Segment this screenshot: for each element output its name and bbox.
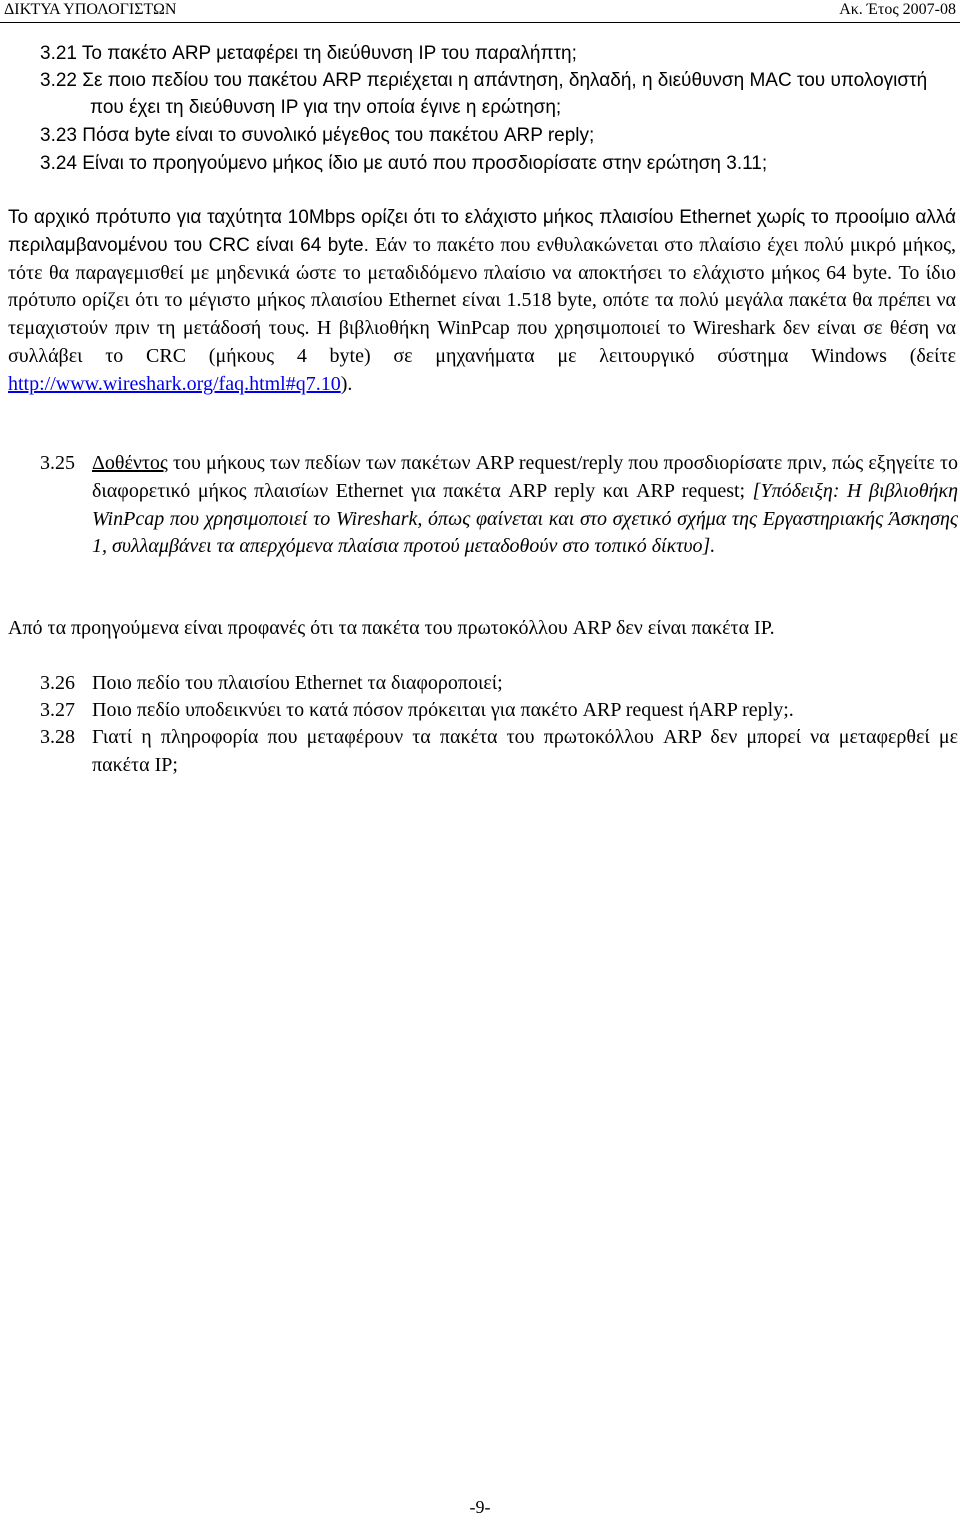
question-3-26: [40, 670, 958, 698]
paragraph-end: ).: [340, 372, 353, 395]
question-3-27: [40, 697, 958, 725]
paragraph-sans-part: Το αρχικό πρότυπο για ταχύτητα 10Mbps ορίζει ότι το ελάχιστο μήκος πλαισίου Ethernet χωρίς το προοίμιο αλλά περιλαμβανομένου του CRC είναι 64 byte.: [8, 207, 956, 256]
question-3-23: 3.23 Πόσα byte είναι το συνολικό μέγεθος του πακέτου ARP reply;: [40, 125, 595, 146]
question-3-25: [40, 450, 958, 561]
question-number: 3.28: [40, 726, 75, 748]
question-text: Ποιο πεδίο υποδεικνύει το κατά πόσον πρόκειται για πακέτο ARP request ήARP reply;.: [92, 699, 794, 721]
question-3-21: 3.21 Το πακέτο ARP μεταφέρει τη διεύθυνση IP του παραλήπτη;: [40, 43, 577, 64]
question-text: Γιατί η πληροφορία που μεταφέρουν τα πακέτα του πρωτοκόλλου ARP δεν μπορεί να μεταφερθεί με πακέτα IP;: [92, 726, 958, 776]
ethernet-frame-paragraph: [8, 204, 956, 399]
wireshark-faq-link[interactable]: http://www.wireshark.org/faq.html#q7.10: [8, 372, 341, 395]
header-course-title: ΔΙΚΤΥΑ ΥΠΟΛΟΓΙΣΤΩΝ: [4, 1, 177, 18]
question-number: 3.25: [40, 452, 75, 474]
header-academic-year: Ακ. Έτος 2007-08: [839, 1, 956, 18]
question-number: 3.26: [40, 672, 75, 694]
arp-not-ip-paragraph: Από τα προηγούμενα είναι προφανές ότι τα πακέτα του πρωτοκόλλου ARP δεν είναι πακέτα IP.: [8, 617, 775, 639]
paragraph-serif-part: Εάν το πακέτο που ενθυλακώνεται στο πλαίσιο έχει πολύ μικρό μήκος, τότε θα παραγεμισθεί με μηδενικά ώστε το μεταδιδόμενο πλαίσιο να αποκτήσει το ελάχιστο μήκος 64 byte. Το ίδιο πρότυπο ορίζει ότι το μέγιστο μήκος πλαισίου Ethernet είναι 1.518 byte, οπότε τα πολύ μεγάλα πακέτα θα πρέπει να τεμαχιστούν πριν τη μετάδοσή τους. Η βιβλιοθήκη WinPcap που χρησιμοποιεί το Wireshark δεν είναι σε θέση να συλλάβει το CRC (μήκους 4 byte) σε μηχανήματα με λειτουργικό σύστημα Windows (δείτε: [8, 233, 957, 367]
hint-text: [Υπόδειξη: Η βιβλιοθήκη WinPcap που χρησιμοποιεί το Wireshark, όπως φαίνεται και στο σχετικό σχήμα της Εργαστηριακής Άσκησης 1, συλλαμβάνει τα απερχόμενα πλαίσια προτού μεταδοθούν στο τοπικό δίκτυο].: [92, 479, 959, 558]
question-number: 3.27: [40, 699, 75, 721]
page-header: [0, 0, 960, 23]
question-text: του μήκους των πεδίων των πακέτων ARP request/reply που προσδιορίσατε πριν, πώς εξηγείτε το διαφορετικό μήκος πλαισίων Ethernet για πακέτα ARP reply και ARP request;: [92, 452, 958, 502]
underlined-word: Δοθέντος: [92, 452, 168, 474]
question-3-22: 3.22 Σε ποιο πεδίου του πακέτου ARP περιέχεται η απάντηση, δηλαδή, η διεύθυνση MAC του υπολογιστή που έχει τη διεύθυνση IP για την οποία έγινε η ερώτηση;: [40, 70, 928, 118]
page-number: -9-: [469, 1497, 491, 1517]
question-3-24: 3.24 Είναι το προηγούμενο μήκος ίδιο με αυτό που προσδιορίσατε στην ερώτηση 3.11;: [40, 153, 768, 174]
question-3-28: [40, 724, 958, 780]
question-text: Ποιο πεδίο του πλαισίου Ethernet τα διαφοροποιεί;: [92, 672, 503, 694]
